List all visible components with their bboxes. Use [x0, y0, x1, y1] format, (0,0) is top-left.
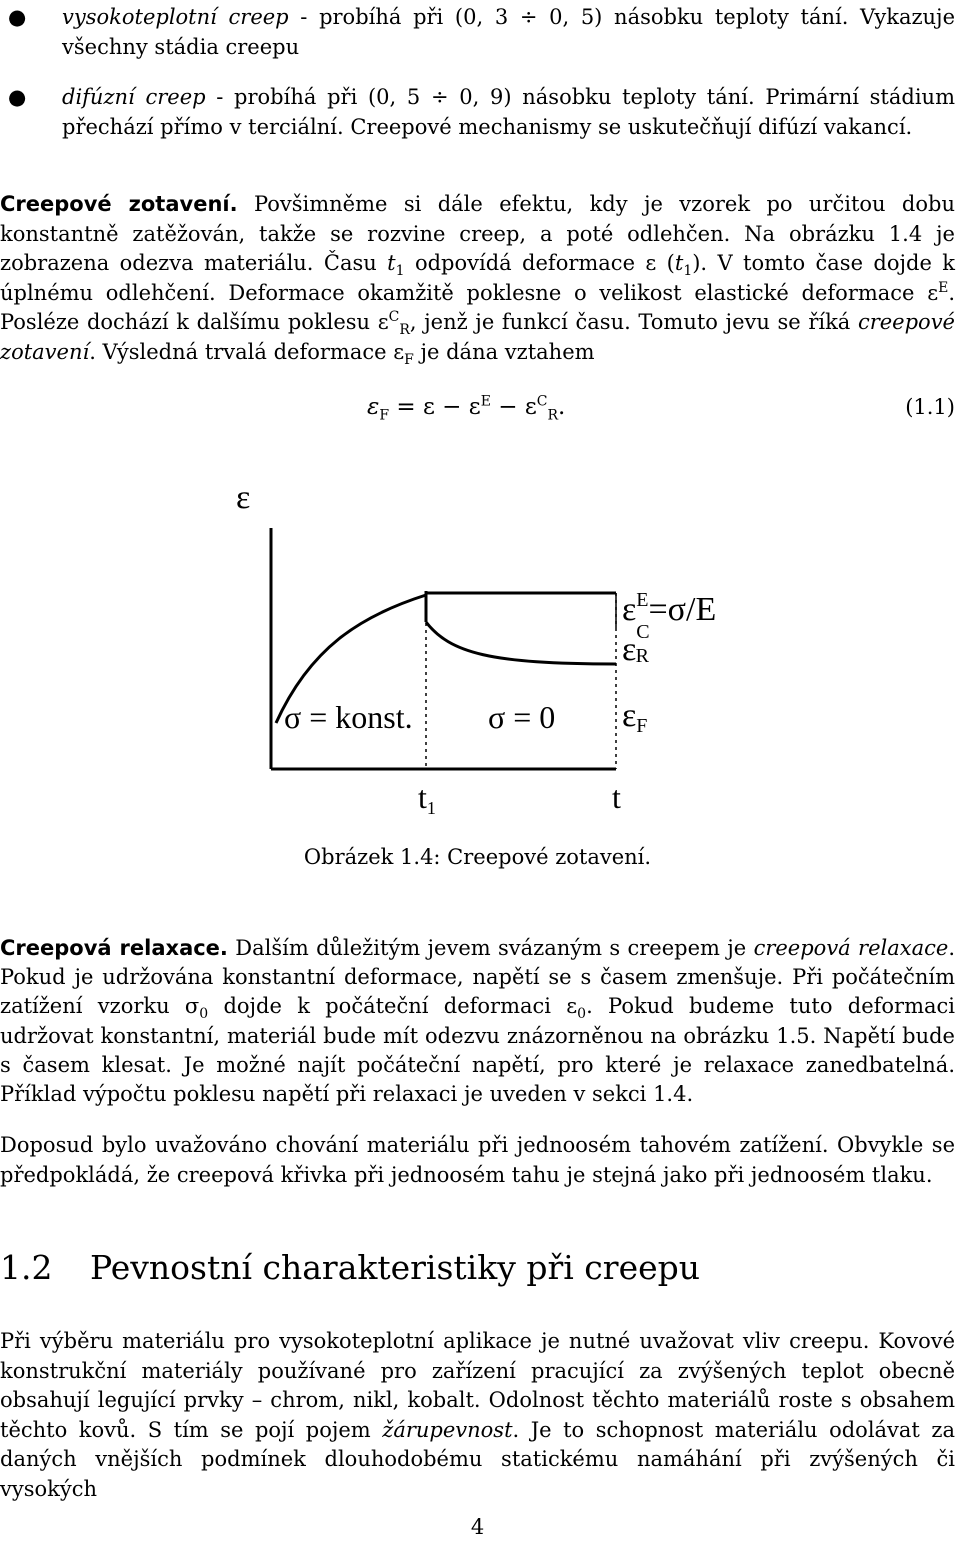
paragraph-creep-relaxation [0, 934, 955, 1109]
figure-creep-recovery-diagram [230, 478, 750, 828]
eq-term: = ε − ε [389, 394, 481, 420]
text-run: je dána vztahem [413, 339, 595, 364]
paragraph-heading: Creepové zotavení. [0, 192, 238, 216]
recovery-curve [426, 622, 616, 664]
math-sub: 1 [395, 263, 405, 280]
label-sigma-zero: σ = 0 [488, 699, 556, 735]
text-run: , jenž je funkcí času. Tomuto jevu se říká [409, 310, 858, 334]
eq-term: . [558, 394, 566, 420]
paragraph-materials [0, 1327, 955, 1505]
math-sub: F [404, 351, 414, 368]
italic-term: žárupevnost [382, 1417, 513, 1442]
text-run: . Pokud je udržována konstantní deformace, napětí se s časem zmenšuje. Při počátečním zatížení vzorku σ [0, 936, 955, 1019]
label-eps-r: $\varepsilon^C$ R [622, 621, 650, 668]
text-run: Dalším důležitým jevem svázaným s creepem je [227, 936, 754, 960]
text-run: dojde k počáteční deformaci ε [208, 994, 578, 1019]
bullet-body: - probíhá při (0, 5 ÷ 0, 9) násobku teploty tání. Primární stádium přechází přímo v terciální. Creepové mechanismy se uskutečňují difúzí vakancí. [62, 85, 955, 139]
bullet-text [62, 82, 955, 142]
math-sub: 0 [577, 1006, 587, 1023]
text-run: odpovídá deformace ε ( [404, 251, 675, 275]
section-heading-1-2 [0, 1248, 700, 1288]
text-run: Povšimněme si dále efektu, kdy je vzorek po určitou dobu konstantně zatěžován, takže se rozvine creep, a poté odlehčen. Na obrázku 1.4 je zobrazena odezva materiálu. Času [0, 192, 955, 275]
equation-number: (1.1) [905, 395, 955, 419]
bullet-dot-icon: ● [8, 5, 27, 29]
eq-sub: F [379, 407, 390, 424]
bullet-item-high-temp-creep [0, 2, 955, 62]
text-run: . Posléze dochází k dalšímu poklesu ε [0, 280, 955, 334]
bullet-body: - probíhá při (0, 3 ÷ 0, 5) násobku teploty tání. Vykazuje všechny stádia creepu [62, 5, 955, 59]
bullet-text [62, 2, 955, 62]
equation-1-1 [0, 392, 955, 432]
text-run: . Pokud budeme tuto deformaci udržovat konstantní, materiál bude mít odezvu znázorněnou na obrázku 1.5. Napětí bude s časem klesat. Je možné najít počáteční napětí, pro které je relaxace zanedbatelná. Příklad výpočtu poklesu napětí při relaxaci je uveden v sekci 1.4. [0, 994, 955, 1107]
eq-term: − ε [490, 394, 537, 420]
text-run: . Je to schopnost materiálu odolávat za daných vnějších podmínek dlouhodobému statickému namáhání při zvýšených či vysokých [0, 1417, 955, 1501]
math-sub: R [399, 322, 410, 339]
math-t: t [387, 251, 396, 275]
bullet-dot-icon: ● [8, 85, 27, 109]
eq-sup: C [536, 393, 548, 410]
section-number: 1.2 [0, 1248, 53, 1287]
text-run: . Výsledná trvalá deformace ε [89, 339, 405, 364]
figure-caption: Obrázek 1.4: Creepové zotavení. [303, 845, 652, 869]
eq-sub: R [547, 407, 558, 424]
math-sub: 1 [683, 263, 693, 280]
text-run: ). V tomto čase dojde k úplnému odlehčení. Deformace okamžitě poklesne o velikost elastické deformace ε [0, 251, 955, 305]
math-sup: E [938, 279, 949, 296]
label-eps-f: εF [622, 697, 648, 737]
label-t: t [612, 779, 621, 815]
paragraph-heading: Creepová relaxace. [0, 936, 228, 960]
italic-term: creepová relaxace [753, 936, 949, 960]
page-number: 4 [470, 1515, 485, 1539]
label-t1: t1 [418, 779, 436, 818]
y-axis-label: ε [236, 479, 251, 516]
italic-term: creepové zotavení [0, 310, 955, 364]
equation-expression [367, 392, 565, 422]
eq-sup: E [480, 393, 491, 410]
paragraph-creep-recovery [0, 190, 955, 367]
bullet-item-diffusion-creep [0, 82, 955, 142]
eq-term: ε [367, 394, 380, 420]
bullet-term: vysokoteplotní creep [62, 5, 289, 29]
math-t: t [674, 251, 684, 275]
paragraph-uniaxial: Doposud bylo uvažováno chování materiálu při jednoosém tahovém zatížení. Obvykle se předpokládá, že creepová křivka při jednoosém tahu je stejná jako při jednoosém tlaku. [0, 1133, 955, 1187]
math-sup: C [388, 309, 400, 325]
math-sub: 0 [199, 1006, 209, 1023]
bullet-term: difúzní creep [62, 85, 206, 109]
text-run: Při výběru materiálu pro vysokoteplotní aplikace je nutné uvažovat vliv creepu. Kovové konstrukční materiály používané pro zařízení pracující za zvýšených teplot obecně obsahují legující prvky – chrom, nikl, kobalt. Odolnost těchto materiálů roste s obsahem těchto kovů. S tím se pojí pojem [0, 1329, 955, 1442]
section-title: Pevnostní charakteristiky při creepu [90, 1248, 701, 1287]
label-eps-e: $\varepsilon^E=\sigma/E$ [622, 589, 717, 628]
label-sigma-konst: σ = konst. [284, 699, 413, 735]
